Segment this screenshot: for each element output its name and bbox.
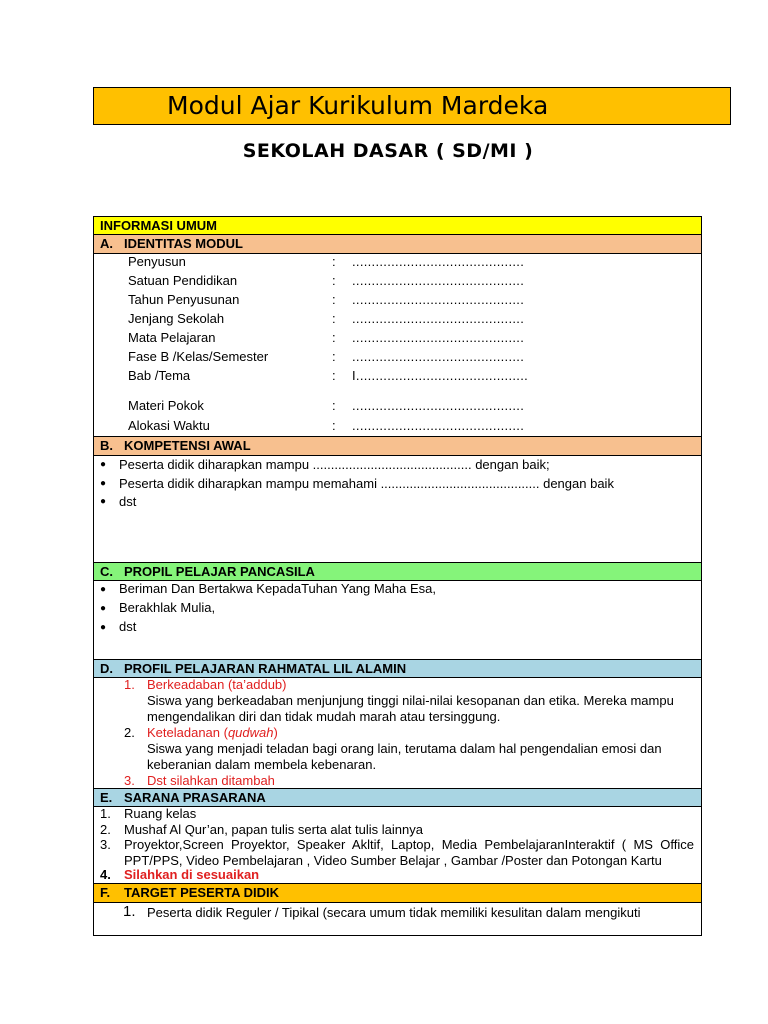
identitas-label: Fase B /Kelas/Semester [128,349,269,364]
list-item-title-end: ) [273,725,278,740]
list-item-text: Peserta didik diharapkan mampu ............................................ dengan baik; [119,457,550,472]
document-subtitle: SEKOLAH DASAR ( SD/MI ) [242,140,534,162]
identitas-value: ............................................ [352,292,525,307]
list-item-number: 3. [100,837,111,852]
informasi-umum-label: INFORMASI UMUM [100,218,217,233]
identitas-value: ............................................ [352,330,525,345]
section-c-header [94,562,701,581]
informasi-umum-header [94,217,701,235]
list-item-number: 1. [100,806,111,821]
section-a-header [94,235,701,254]
bullet-icon: ● [100,478,107,489]
identitas-label: Bab /Tema [128,368,191,383]
list-item-text: Mushaf Al Qur’an, papan tulis serta alat tulis lainnya [124,822,423,837]
identitas-value: ............................................ [352,311,525,326]
list-item-title [147,725,278,741]
section-f-header [94,883,701,903]
identitas-separator: : [332,254,336,269]
identitas-separator: : [332,330,336,345]
bullet-icon: ● [100,496,107,507]
list-item-number: 1. [123,903,136,920]
identitas-label: Satuan Pendidikan [128,273,238,288]
list-item-title: Berkeadaban (ta’addub) [147,677,287,692]
module-table [93,216,702,936]
section-c-title: PROPIL PELAJAR PANCASILA [124,564,315,579]
list-item-number: 2. [100,822,111,837]
section-b-letter: B. [100,438,113,453]
identitas-label: Materi Pokok [128,398,204,413]
list-item-text: Ruang kelas [124,806,197,821]
identitas-value: ............................................ [352,418,525,433]
list-item-text: Silahkan di sesuaikan [124,867,260,882]
identitas-separator: : [332,311,336,326]
list-item-text: dst [119,494,137,509]
document-title: Modul Ajar Kurikulum Mardeka [93,87,731,125]
section-b-title: KOMPETENSI AWAL [124,438,251,453]
identitas-label: Mata Pelajaran [128,330,216,345]
identitas-value: ............................................ [352,349,525,364]
section-e-header [94,788,701,807]
list-item-number: 2. [124,725,135,740]
list-item-number: 4. [100,867,111,882]
list-item-text: dst [119,619,137,634]
identitas-label: Tahun Penyusunan [128,292,240,307]
identitas-value: ............................................ [352,254,525,269]
bullet-icon: ● [100,603,107,614]
list-item-text: Peserta didik diharapkan mampu memahami ............................................ dengan baik [119,476,614,491]
list-item-title: Dst silahkan ditambah [147,773,275,788]
identitas-label: Penyusun [128,254,186,269]
list-item-text: Beriman Dan Bertakwa KepadaTuhan Yang Maha Esa, [119,581,437,596]
section-d-header [94,659,701,678]
list-item-desc: Siswa yang berkeadaban menjunjung tinggi nilai-nilai kesopanan dan etika. Mereka mampu mengendalikan diri dan tidak mudah marah atau tersinggung. [147,693,674,724]
identitas-separator: : [332,292,336,307]
list-item-number: 1. [124,677,135,692]
section-d-title: PROFIL PELAJARAN RAHMATAL LIL ALAMIN [124,661,407,676]
bullet-icon: ● [100,459,107,470]
identitas-label: Jenjang Sekolah [128,311,225,326]
section-a-letter: A. [100,236,113,251]
identitas-separator: : [332,368,336,383]
section-a-title: IDENTITAS MODUL [124,236,243,251]
list-item-desc: Siswa yang menjadi teladan bagi orang lain, terutama dalam hal pengendalian emosi dan keberanian dalam membela kebenaran. [147,741,662,772]
section-f-letter: F. [100,885,111,900]
list-item-text: Proyektor,Screen Proyektor, Speaker Akltif, Laptop, Media PembelajaranInteraktif ( MS Office PPT/PPS, Video Pembelajaran , Video Sumber Belajar , Gambar /Poster dan Potongan Kartu [124,837,694,868]
section-e-title: SARANA PRASARANA [124,790,266,805]
identitas-separator: : [332,273,336,288]
section-d-letter: D. [100,661,113,676]
identitas-value: ............................................ [352,273,525,288]
identitas-label: Alokasi Waktu [128,418,210,433]
bullet-icon: ● [100,584,107,595]
section-e-letter: E. [100,790,113,805]
list-item-title-italic: qudwah [227,725,274,740]
list-item-text: Berakhlak Mulia, [119,600,216,615]
bullet-icon: ● [100,622,107,633]
identitas-separator: : [332,418,336,433]
list-item-title-part: Keteladanan ( [147,725,228,740]
section-f-title: TARGET PESERTA DIDIK [124,885,280,900]
section-c-letter: C. [100,564,113,579]
list-item-number: 3. [124,773,135,788]
identitas-value: ............................................ [352,398,525,413]
list-item-text: Peserta didik Reguler / Tipikal (secara umum tidak memiliki kesulitan dalam mengikuti [147,905,641,920]
section-b-header [94,436,701,456]
identitas-separator: : [332,349,336,364]
identitas-separator: : [332,398,336,413]
identitas-value: I............................................ [352,368,529,383]
